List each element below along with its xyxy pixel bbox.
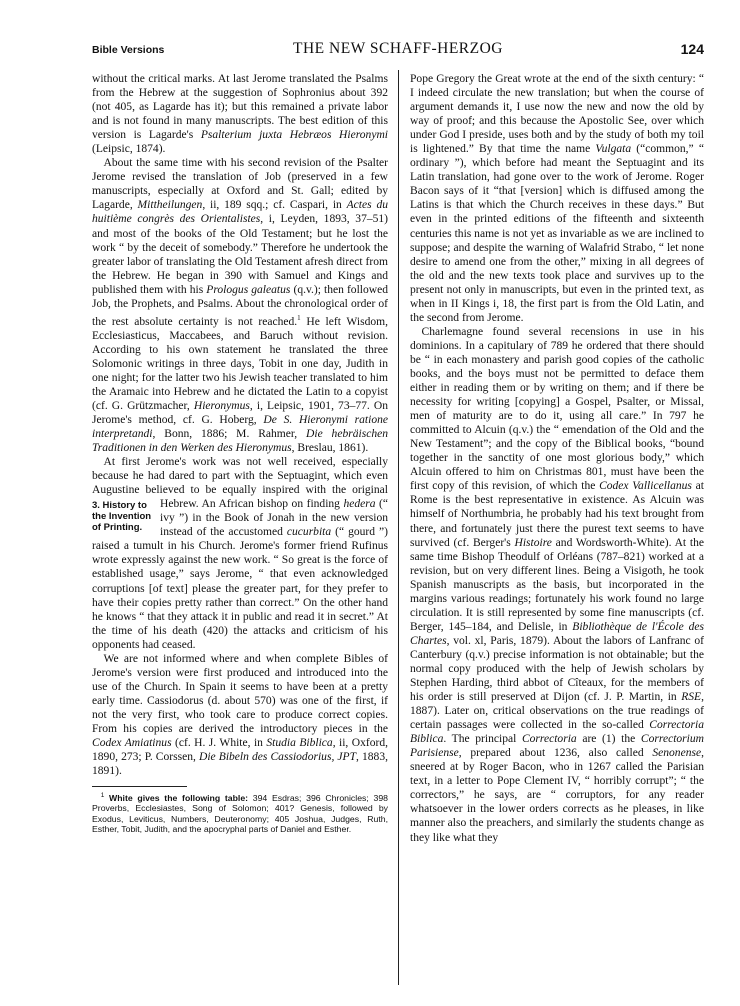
column-divider <box>398 70 399 985</box>
marginal-heading: 3. History to the Invention of Printing. <box>92 500 152 534</box>
footnote-rule <box>92 786 187 787</box>
running-header <box>92 40 704 62</box>
page-number: 124 <box>680 41 704 57</box>
paragraph: Pope Gregory the Great wrote at the end of the sixth century: “ I indeed circulate the new translation; but when the course of argument demands it, I use now the new and now the old by way of proof; and this because the Apostolic See, over which under God I preside, uses both and by the study of both my toil is lightened.” By that time the name Vulgata (“common,” “ ordinary ”), which before had meant the Septuagint and its Latin translation, had gone over to the work of Jerome. Roger Bacon says of it “that [version] which is diffused among the Latins is that which the Church receives in these days.” But even in the printed editions of the fifteenth and sixteenth centuries this name is not yet as invariable as we are inclined to suppose; and despite the warning of Walafrid Strabo, “ let none desire to amend one from the other,” mixing in all degrees of the old and the new texts took place and survives up to the present not only in manuscripts, but even in the printed text, as when in II Kings i, 18, the first part is from the Old Latin, and the second from Jerome. <box>410 73 704 324</box>
footnote: $^1$ White gives the following table: 394 Esdras; 396 Chronicles; 398 Proverbs, Ecclesiastes, Song of Solomon; 401? Genesis, followed by Exodus, Leviticus, Numbers, Deuteronomy; 405 Joshua, Judges, Ruth, Esther, Tobit, Judith, and the apocryphal parts of Daniel and Esther. <box>92 792 388 834</box>
left-column <box>92 72 388 834</box>
right-column <box>410 72 704 845</box>
paragraph: without the critical marks. At last Jerome translated the Psalms from the Hebrew at the suggestion of Sophronius about 392 (not 405, as Lagarde has it); but this remained a private labor and is not found in many manuscripts. The best edition of this version is Lagarde's Psalterium juxta Hebræos Hieronymi (Leipsic, 1874). <box>92 73 388 156</box>
running-section-title: Bible Versions <box>92 44 165 56</box>
paragraph: About the same time with his second revision of the Psalter Jerome revised the translation of Job (preserved in a few manuscripts, especially at Oxford and St. Gall; edited by Lagarde, Mittheilungen, ii, 189 sqq.; cf. Caspari, in Actes du huitième congrès des Orientalistes, i, Leyden, 1893, 37–51) and most of the books of the Old Testament; but he lost the work “ by the deceit of somebody.” Therefore he undertook the greater labor of translating the Old Testament afresh direct from the Hebrew. He began in 390 with Samuel and Kings and published them with his Prologus galeatus (q.v.); then followed Job, the Prophets, and Psalms. About the chronological order of the rest absolute certainty is not reached.$^1$ He left Wisdom, Ecclesiasticus, Maccabees, and Baruch without revision. According to his own statement he translated the three Solomonic writings in three days, Tobit in one day, Judith in one night; for the latter two his Jewish teacher translated to him the Aramaic into Hebrew and he dictated the Latin to a copyist (cf. G. Grützmacher, Hieronymus, i, Leipsic, 1901, 73–77. On Jerome's method, cf. G. Hoberg, De S. Hieronymi ratione interpretandi, Bonn, 1886; M. Rahmer, Die hebräischen Traditionen in den Werken des Hieronymus, Breslau, 1861). <box>92 157 389 455</box>
paragraph: We are not informed where and when complete Bibles of Jerome's version were first produced and introduced into the use of the Church. In Spain it seems to have been at a pretty early time. Cassiodorus (d. about 570) was one of the first, if not the very first, who took care to produce correct copies. From his copies are derived the introductory pieces in the Codex Amiatinus (cf. H. J. White, in Studia Biblica, ii, Oxford, 1890, 273; P. Corssen, Die Bibeln des Cassiodorius, JPT, 1883, 1891). <box>92 652 388 778</box>
paragraph: At first Jerome's work was not well received, especially because he had dared to part with the Septuagint, which even Augustine believed to be equally inspired with the original Hebrew. An African bishop on finding 3. History to the Invention of Printing. hedera (“ ivy ”) in the Book of Jonah in the new version instead of the accustomed cucurbita (“ gourd ”) raised a tumult in his Church. Jerome's former friend Rufinus wrote expressly against the new work. “ So great is the force of established usage,” says Jerome, “ that even acknowledged corruptions [of text] please the greater part, for they prefer to have their copies pretty rather than correct.” On the other hand he knows “ that they attack it in public and read it in secret.” At the time of his death (420) the attacks and criticism of his opponents had ceased. <box>92 456 388 651</box>
running-book-title: THE NEW SCHAFF-HERZOG <box>293 40 503 57</box>
footnote-reference: 1 <box>297 313 301 322</box>
paragraph: Charlemagne found several recensions in use in his dominions. In a capitulary of 789 he ordered that there should be “ in each monastery and parish good copies of the catholic books, and the boys must not be permitted to deface them either in reading them or by writing on them; and if there be necessity for writing [copying] a Gospel, Psalter, or Missal, men of maturity are to do it, using all care.” In 797 he committed to Alcuin (q.v.) the “ emendation of the Old and the New Testament”; and the copy of the Biblical books, “bound together in the sanctity of one most glorious body,” which Alcuin offered to him on Christmas 801, must have been the first copy of this revision, of which the Codex Vallicellanus at Rome is the best representative in existence. As Alcuin was himself of Northumbria, he probably had his text brought from there, and fortunately just there the purest text seems to have survived (cf. Berger's Histoire and Wordsworth-White). At the same time Bishop Theodulf of Orléans (787–821) worked at a revision, but on very different lines. Being a Visigoth, he took Spanish manuscripts as the basis, but incorporated in the margins various readings; fortunately his work found no large circulation. It is still represented by some fine manuscripts (cf. Berger, 145–184, and Delisle, in Bibliothèque de l'École des Chartes, vol. xl, Paris, 1879). About the labors of Lanfranc of Canterbury (q.v.) precise information is not obtainable; but the normal copy produced with the help of Jewish scholars by Stephen Harding, third abbot of Cîteaux, for the members of his order is still preserved at Dijon (cf. J. P. Martin, in RSE, 1887). Later on, critical observations on the true readings of certain passages were collected in the so-called Correctoria Biblica. The principal Correctoria are (1) the Correctorium Parisiense, prepared about 1236, also called Senonense, sneered at by Roger Bacon, who in 1267 called the Parisian text, in a letter to Pope Clement IV, “ horribly corrupt”; “ the correctors,” he says, are “ corruptors, for any reader whatsoever in the lower orders corrects as he pleases, in like manner also the preachers, and similarly the students change as they like what they <box>410 325 704 844</box>
